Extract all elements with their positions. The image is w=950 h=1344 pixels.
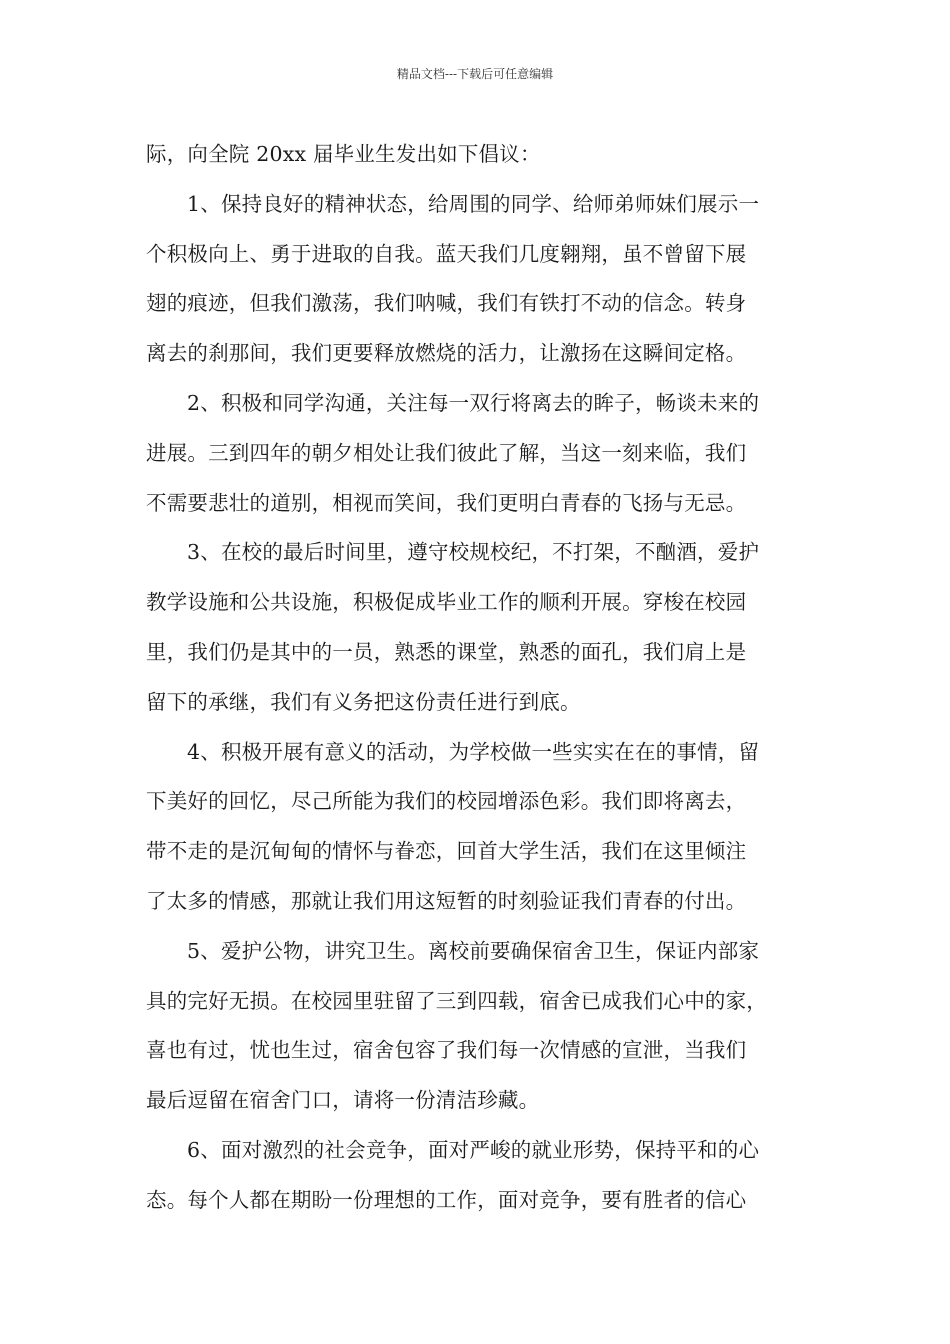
text-line: 离去的刹那间，我们更要释放燃烧的活力，让激扬在这瞬间定格。 <box>146 341 747 366</box>
text-line: 2、积极和同学沟通，关注每一双行将离去的眸子，畅谈未来的 <box>187 390 760 415</box>
text-line: 教学设施和公共设施，积极促成毕业工作的顺利开展。穿梭在校园 <box>146 590 747 615</box>
page-header: 精品文档---下载后可任意编辑 <box>396 67 554 81</box>
text-line: 个积极向上、勇于进取的自我。蓝天我们几度翱翔，虽不曾留下展 <box>146 241 747 266</box>
text-line: 进展。三到四年的朝夕相处让我们彼此了解，当这一刻来临，我们 <box>146 440 747 465</box>
text-line: 4、积极开展有意义的活动，为学校做一些实实在在的事情，留 <box>187 739 760 764</box>
text-line: 具的完好无损。在校园里驻留了三到四载，宿舍已成我们心中的家， <box>146 988 767 1013</box>
text-line: 3、在校的最后时间里，遵守校规校纪，不打架，不酗酒，爱护 <box>187 540 760 565</box>
text-line: 留下的承继，我们有义务把这份责任进行到底。 <box>146 689 581 714</box>
text-line: 带不走的是沉甸甸的情怀与眷恋，回首大学生活，我们在这里倾注 <box>146 839 747 864</box>
text-line: 态。每个人都在期盼一份理想的工作，面对竞争，要有胜者的信心 <box>146 1187 747 1212</box>
text-line: 不需要悲壮的道别，相视而笑间，我们更明白青春的飞扬与无忌。 <box>146 490 747 515</box>
text-line: 5、爱护公物，讲究卫生。离校前要确保宿舍卫生，保证内部家 <box>187 938 760 963</box>
text-line: 翅的痕迹，但我们激荡，我们呐喊，我们有铁打不动的信念。转身 <box>146 291 747 316</box>
document-body <box>146 134 816 1230</box>
text-line: 里，我们仍是其中的一员，熟悉的课堂，熟悉的面孔，我们肩上是 <box>146 639 747 664</box>
text-line: 了太多的情感，那就让我们用这短暂的时刻验证我们青春的付出。 <box>146 888 747 913</box>
text-line: 1、保持良好的精神状态，给周围的同学、给师弟师妹们展示一 <box>187 191 760 216</box>
text-line: 际，向全院 20xx 届毕业生发出如下倡议： <box>146 142 541 166</box>
text-line: 6、面对激烈的社会竞争，面对严峻的就业形势，保持平和的心 <box>187 1137 760 1162</box>
text-line: 下美好的回忆，尽己所能为我们的校园增添色彩。我们即将离去， <box>146 789 747 814</box>
text-line: 最后逗留在宿舍门口，请将一份清洁珍藏。 <box>146 1088 540 1113</box>
text-line: 喜也有过，忧也生过，宿舍包容了我们每一次情感的宣泄，当我们 <box>146 1038 747 1063</box>
